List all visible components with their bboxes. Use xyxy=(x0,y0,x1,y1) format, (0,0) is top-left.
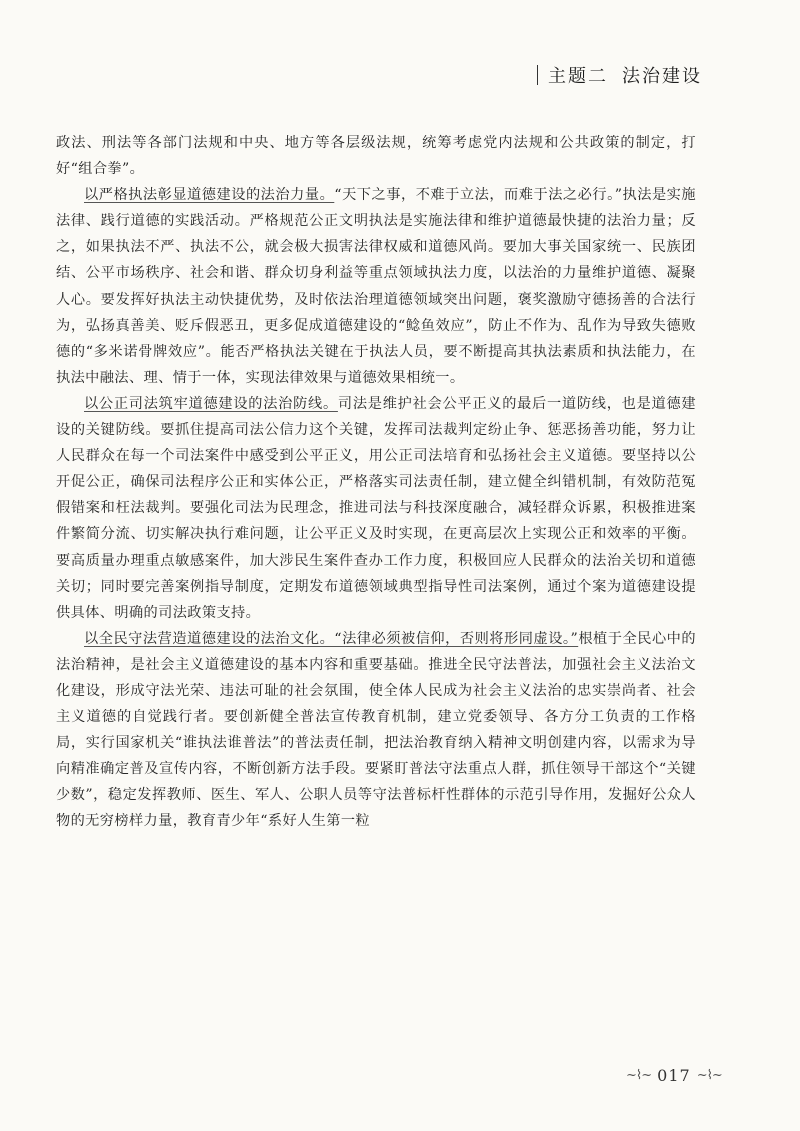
paragraph-1 xyxy=(56,130,696,182)
paragraph-4-body: 根植于全民心中的法治精神，是社会主义道德建设的基本内容和重要基础。推进全民守法普法，加强社会主义法治文化建设，形成守法光荣、违法可耻的社会氛围，使全体人民成为社会主义法治的忠实崇尚者、社会主义道德的自觉践行者。要创新健全普法宣传教育机制，建立党委领导、各方分工负责的工作格局，实行国家机关“谁执法谁普法”的普法责任制，把法治教育纳入精神文明创建内容，以需求为导向精准确定普及宣传内容，不断创新方法手段。要紧盯普法守法重点人群，抓住领导干部这个“关键少数”，稳定发挥教师、医生、军人、公职人员等守法普标杆性群体的示范引导作用，发掘好公众人物的无穷榜样力量，教育青少年“系好人生第一粒 xyxy=(56,630,696,830)
left-flourish-icon: ~⌇~ xyxy=(626,1068,652,1083)
page-number: 017 xyxy=(657,1066,691,1085)
header-divider xyxy=(537,65,538,85)
right-flourish-icon: ~⌇~ xyxy=(696,1068,722,1083)
paragraph-2-lead: 以严格执法彰显道德建设的法治力量。 xyxy=(84,187,335,204)
running-header xyxy=(537,62,702,88)
header-title: 法治建设 xyxy=(622,66,702,87)
page-footer xyxy=(626,1066,722,1085)
paragraph-4 xyxy=(56,626,696,835)
paragraph-4-lead: 以全民守法营造道德建设的法治文化。“法律必须被信仰，否则将形同虚设。” xyxy=(84,630,579,647)
paragraph-3-body: 司法是维护社会公平正义的最后一道防线，也是道德建设的关键防线。要抓住提高司法公信力这个关键，发挥司法裁判定纷止争、惩恶扬善功能，努力让人民群众在每一个司法案件中感受到公平正义，用公正司法培育和弘扬社会主义道德。要坚持以公开促公正，确保司法程序公正和实体公正，严格落实司法责任制，建立健全纠错机制，有效防范冤假错案和枉法裁判。要强化司法为民理念，推进司法与科技深度融合，减轻群众诉累，积极推进案件繁简分流、切实解决执行难问题，让公平正义及时实现，在更高层次上实现公正和效率的平衡。要高质量办理重点敏感案件，加大涉民生案件查办工作力度，积极回应人民群众的法治关切和道德关切；同时要完善案例指导制度，定期发布道德领域典型指导性司法案例，通过个案为道德建设提供具体、明确的司法政策支持。 xyxy=(56,395,696,621)
paragraph-2-body: “天下之事，不难于立法，而难于法之必行。”执法是实施法律、践行道德的实践活动。严格规范公正文明执法是实施法律和维护道德最快捷的法治力量；反之，如果执法不严、执法不公，就会极大损害法律权威和道德风尚。要加大事关国家统一、民族团结、公平市场秩序、社会和谐、群众切身利益等重点领域执法力度，以法治的力量维护道德、凝聚人心。要发挥好执法主动快捷优势，及时依法治理道德领域突出问题，褒奖激励守德扬善的合法行为，弘扬真善美、贬斥假恶丑，更多促成道德建设的“鲶鱼效应”，防止不作为、乱作为导致失德败德的“多米诺骨牌效应”。能否严格执法关键在于执法人员，要不断提高其执法素质和执法能力，在执法中融法、理、情于一体，实现法律效果与道德效果相统一。 xyxy=(56,187,696,386)
paragraph-3 xyxy=(56,391,696,626)
paragraph-2 xyxy=(56,182,696,391)
body-text xyxy=(56,130,696,835)
header-section: 主题二 xyxy=(548,66,608,87)
paragraph-1-body: 政法、刑法等各部门法规和中央、地方等各层级法规，统筹考虑党内法规和公共政策的制定，打好“组合拳”。 xyxy=(56,135,696,178)
paragraph-3-lead: 以公正司法筑牢道德建设的法治防线。 xyxy=(84,395,338,412)
